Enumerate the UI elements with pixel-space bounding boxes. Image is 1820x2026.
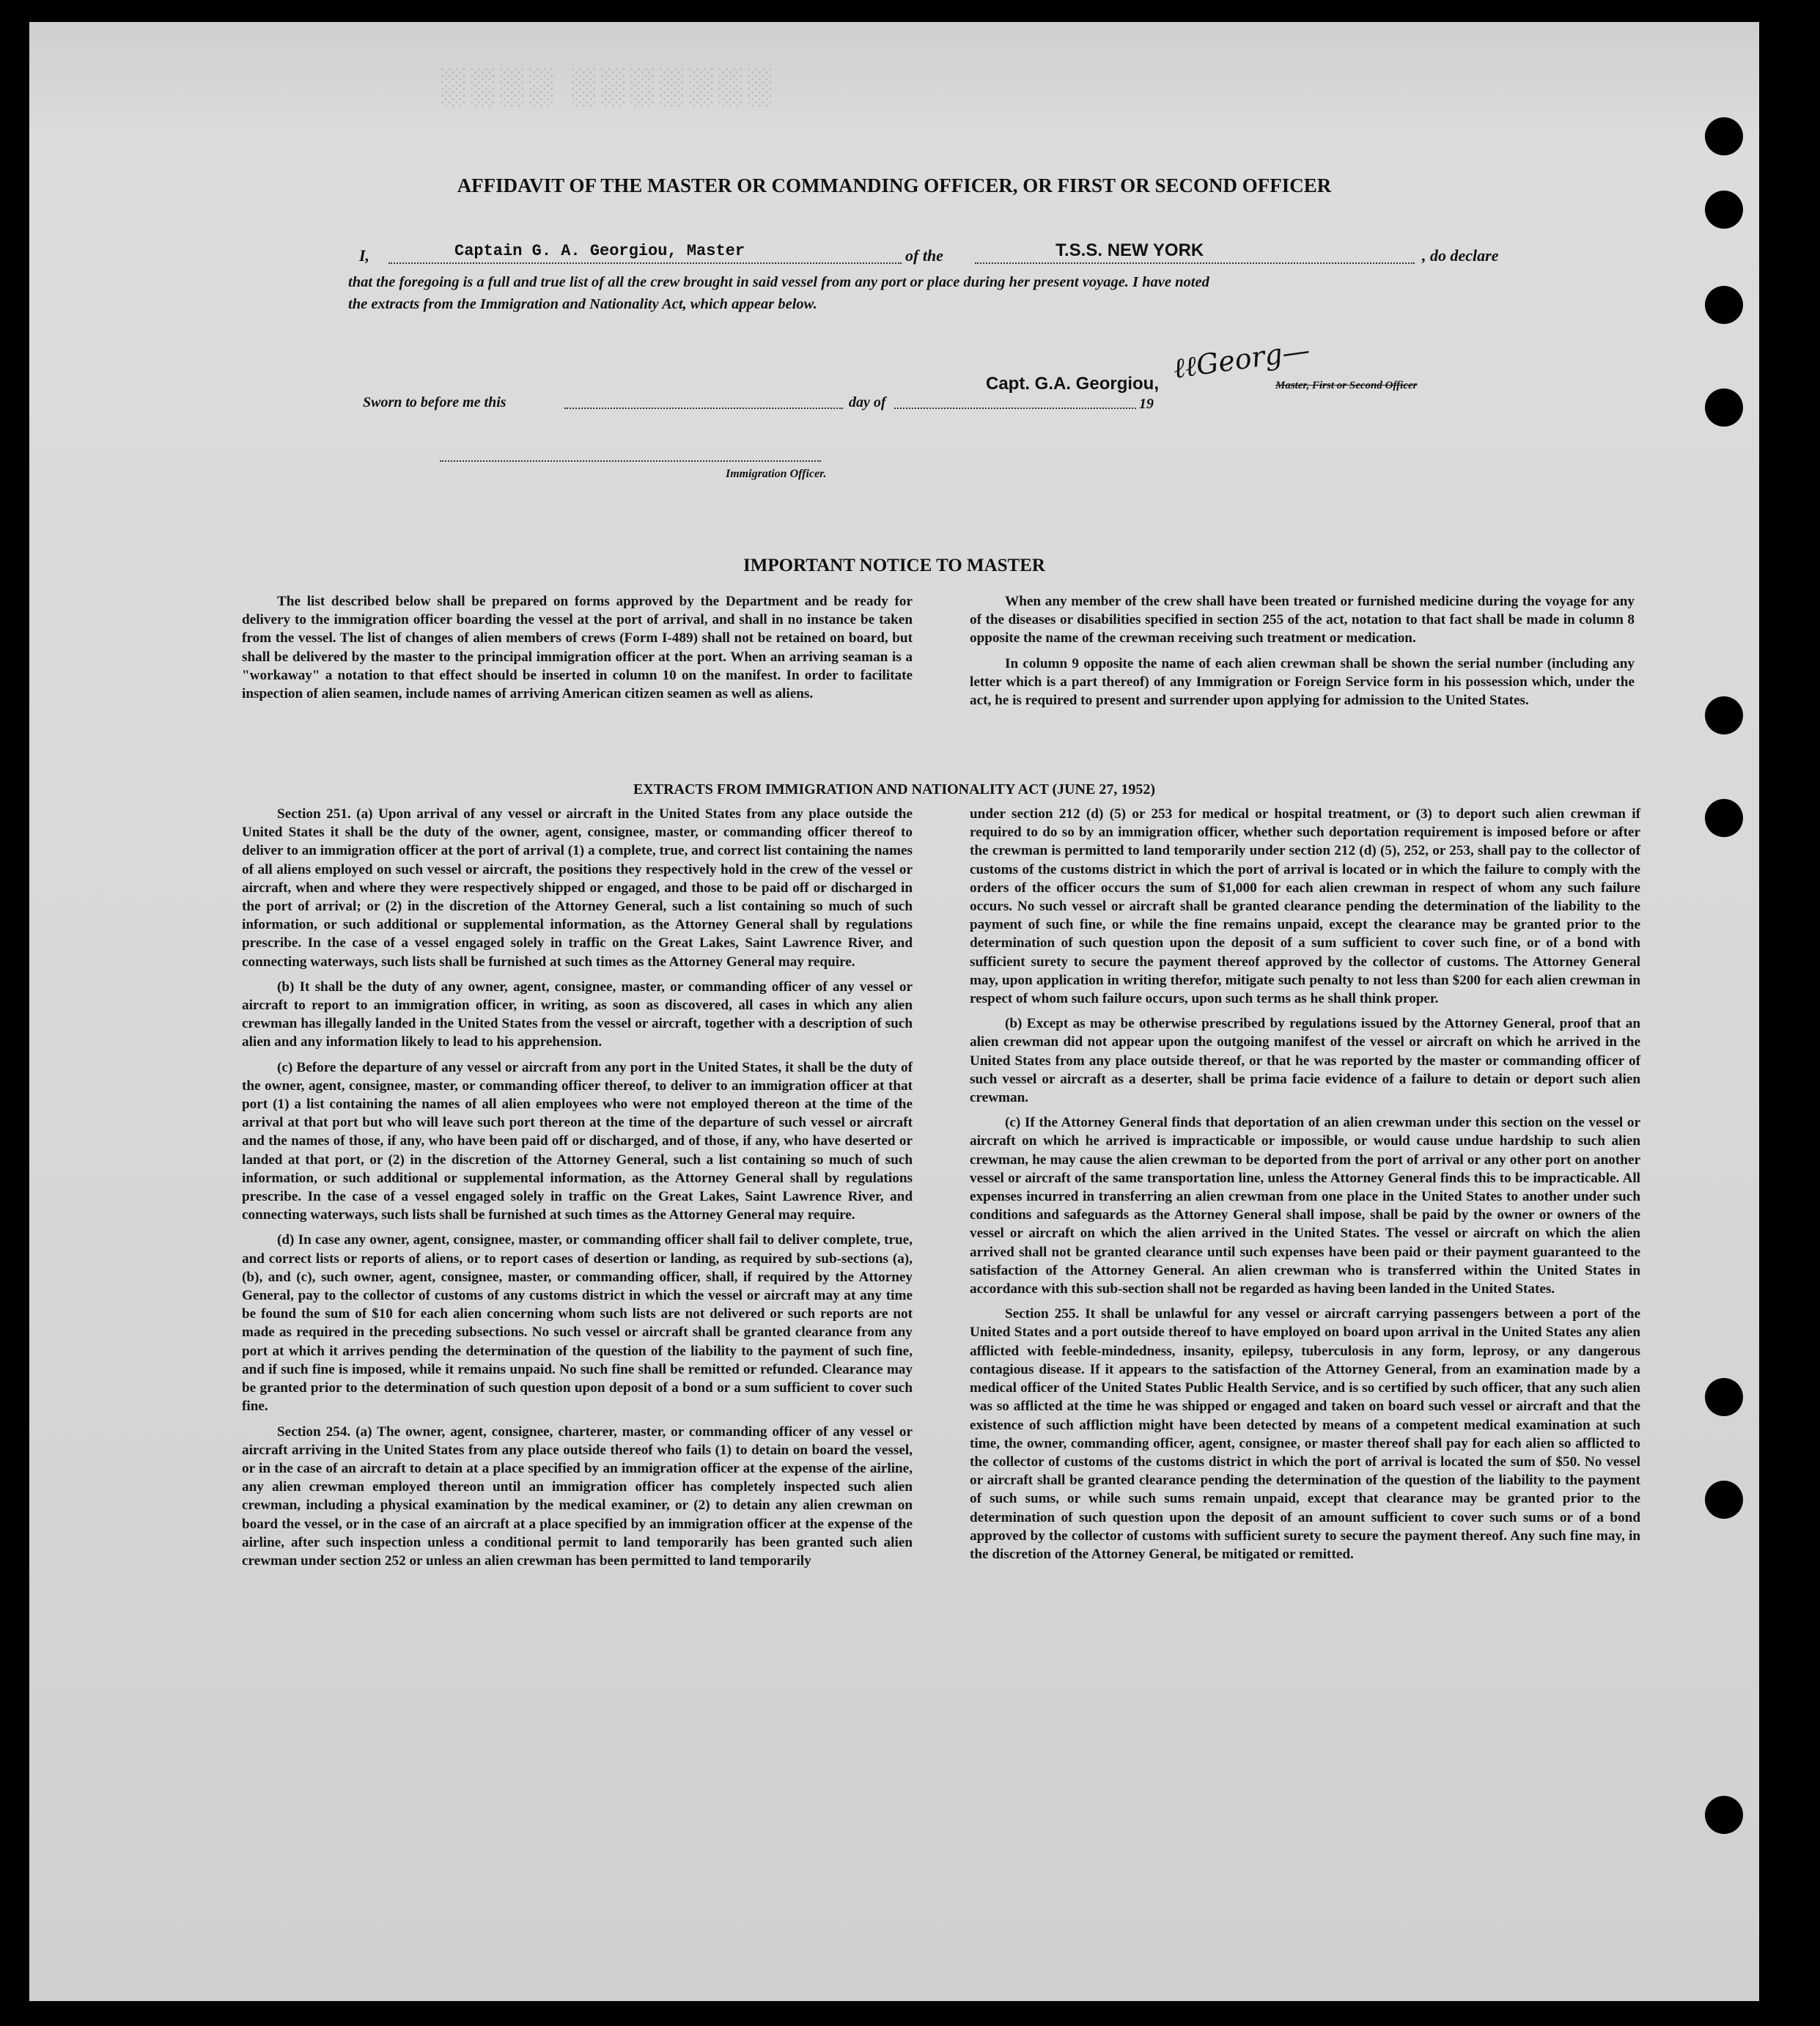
declaration-line-2: the extracts from the Immigration and Nationality Act, which appear below. <box>348 296 817 312</box>
extracts-left-column <box>242 805 913 1577</box>
section-paragraph: (b) It shall be the duty of any owner, agent, consignee, master, or commanding officer of any vessel or aircraft to report to an immigration officer, in writing, as soon as discovered, all cases in which any alien crewman has illegally landed in the United States from the vessel or aircraft, together with a description of such alien and any information likely to lead to his apprehension. <box>242 979 913 1050</box>
name-dotted-line <box>388 262 902 264</box>
year-prefix: 19 <box>1139 396 1154 412</box>
day-of-label: day of <box>849 394 886 410</box>
extracts-right-column <box>970 805 1640 1570</box>
do-declare-label: , do declare <box>1422 246 1499 265</box>
section-paragraph: Section 254. (a) The owner, agent, consignee, charterer, master, or commanding officer of any vessel or aircraft arriving in the United States from any place outside thereof who fails (1) to detain on board the vessel, or in the case of an aircraft to detain at a place specified by an immigration officer at the expense of the airline, any alien crewman employed thereon until an immigration officer has completely inspected such alien crewman, including a physical examination by the medical examiner, or (2) to detain any alien crewman on board the vessel, or in the case of an aircraft at a place specified by an immigration officer at the expense of the airline, after such inspection unless a conditional permit to land temporarily has been granted such alien crewman under section 252 or unless an alien crewman has been permitted to land temporarily <box>242 1423 913 1569</box>
immigration-officer-label: Immigration Officer. <box>726 468 827 480</box>
vessel-dotted-line <box>975 262 1415 264</box>
ghost-header-1: ░░░░ ░░░░░░░ <box>440 67 776 106</box>
section-paragraph: (c) If the Attorney General finds that deportation of an alien crewman under this section on the vessel or aircraft on which he arrived is impracticable or impossible, or would cause undue hardship to such alien crewman, he may cause the alien crewman to be deported from the port of arrival or any other port on another vessel or aircraft of the same transportation line, unless the Attorney General finds this to be impracticable. All expenses incurred in transferring an alien crewman from one place in the United States to another under such conditions and safeguards as the Attorney General shall impose, shall be paid by the owner or owners of the vessel or aircraft on which the alien arrived in the United States. The vessel or aircraft on which the alien arrived shall not be granted clearance until such expenses have been paid or their payment guaranteed to the satisfaction of the Attorney General. An alien crewman who is transferred within the United States in accordance with this sub-section shall not be regarded as having been landed in the United States. <box>970 1115 1640 1297</box>
section-paragraph: Section 255. It shall be unlawful for any vessel or aircraft carrying passengers between a port of the United States and a port outside thereof to have employed on board upon arrival in the United States any alien afflicted with feeble-mindedness, insanity, epilepsy, tuberculosis in any form, leprosy, or any dangerous contagious disease. If it appears to the satisfaction of the Attorney General, from an examination made by a medical officer of the United States Public Health Service, and is so certified by such officer, that any such alien was so afflicted at the time he was shipped or engaged and taken on board such vessel or aircraft and that the existence of such affliction might have been detected by means of a competent medical examination at such time, the owner, commanding officer, agent, consignee, or master thereof shall pay for each alien so afflicted to the collector of customs of the customs district in which the port of arrival is located the sum of $50. No vessel or aircraft shall be granted clearance pending the determination of the question of the liability to the payment of such sums, or while such sums remain unpaid, except that clearance may be granted prior to the determination of such question upon the deposit of an amount sufficient to cover such sums or of a bond approved by the collector of customs with sufficient surety to secure the payment thereof. Any such fine may, in the discretion of the Attorney General, be mitigated or remitted. <box>970 1306 1640 1562</box>
officer-dotted-line <box>440 460 821 462</box>
declare-prefix: I, <box>359 246 370 265</box>
notice-title: IMPORTANT NOTICE TO MASTER <box>743 556 1045 575</box>
section-paragraph: (d) In case any owner, agent, consignee, master, or commanding officer shall fail to deliver complete, true, and correct lists or reports of aliens, or to report cases of desertion or landing, as required by sub-sections (a), (b), and (c), such owner, agent, consignee, master, or commanding officer, shall, if required by the Attorney General, pay to the collector of customs of any customs district in which the vessel or aircraft may at any time be found the sum of $10 for each alien concerning whom such lists are not delivered or such reports are not made as required in the preceding subsections. No such vessel or aircraft shall be granted clearance from any port at which it arrives pending the determination of the question of the liability to the payment of such fine, and if such fine is imposed, while it remains unpaid. No such fine shall be remitted or refunded. Clearance may be granted prior to the determination of such question upon deposit of a bond or a sum sufficient to cover such fine. <box>242 1232 913 1415</box>
notice-paragraph: When any member of the crew shall have been treated or furnished medicine during the voyage for any of the diseases or disabilities specified in section 255 of the act, notation to that fact shall be made in column 8 opposite the name of the crewman receiving such treatment or medication. <box>970 594 1635 647</box>
notice-right-column <box>970 592 1635 716</box>
notice-paragraph: The list described below shall be prepared on forms approved by the Department and be ready for delivery to the immigration officer boarding the vessel at the port of arrival, and shall in no instance be taken from the vessel. The list of changes of alien members of crews (Form I-489) shall not be retained on board, but shall be delivered by the master to the principal immigration officer at the port. When an arriving seaman is a "workaway" a notation to that effect should be inserted in column 10 on the manifest. In order to facilitate inspection of alien seamen, include names of arriving American citizen seamen as well as aliens. <box>242 594 913 702</box>
of-the-label: of the <box>905 246 943 265</box>
master-name-value: Captain G. A. Georgiou, Master <box>454 242 745 260</box>
affidavit-title: AFFIDAVIT OF THE MASTER OR COMMANDING OFFICER, OR FIRST OR SECOND OFFICER <box>457 174 1332 196</box>
binder-hole <box>1705 388 1743 427</box>
section-paragraph: under section 212 (d) (5) or 253 for medical or hospital treatment, or (3) to deport such alien crewman if required to do so by an immigration officer, whether such deportation requirement is imposed before or after the crewman is permitted to land temporarily under section 212 (d) (5), 252, or 253, shall pay to the collector of customs of the customs district in which the port of arrival is located or in which the failure to comply with the orders of the officer occurs the sum of $1,000 for each alien crewman in respect of whom any such failure occurs. No such vessel or aircraft shall be granted clearance pending the determination of the liability to the payment of such fine, or while the fine remains unpaid, except the clearance may be granted prior to the determination of such question upon the deposit of a sum sufficient to cover such fine, or of a bond with sufficient surety to secure the payment thereof approved by the collector of customs. The Attorney General may, upon application in writing therefor, mitigate such penalty to not less than $200 for each alien crewman in respect of whom such failure occurs, upon such terms as he shall think proper. <box>970 806 1640 1007</box>
section-paragraph: (b) Except as may be otherwise prescribed by regulations issued by the Attorney General, proof that an alien crewman did not appear upon the outgoing manifest of the vessel or aircraft on which he arrived in the United States from any place outside thereof, or that he was reported by the master or commanding officer of such vessel or aircraft as a deserter, shall be prima facie evidence of a failure to detain or deport such alien crewman. <box>970 1016 1640 1106</box>
declaration-line-1: that the foregoing is a full and true list of all the crew brought in said vessel from any port or place during her present voyage. I have noted <box>348 274 1209 290</box>
manifest-sheet <box>29 22 1759 2001</box>
notice-left-column <box>242 592 913 710</box>
handwritten-signature: ℓℓGeorg— <box>1171 334 1312 385</box>
binder-hole <box>1705 1378 1743 1416</box>
section-paragraph: Section 251. (a) Upon arrival of any vessel or aircraft in the United States from any place outside the United States it shall be the duty of the owner, agent, consignee, master, or commanding officer thereof to deliver to an immigration officer at the port of arrival (1) a complete, true, and correct list containing the names of all aliens employed on such vessel or aircraft, the positions they respectively hold in the crew of the vessel or aircraft, when and where they were respectively shipped or engaged, and those to be paid off or discharged in the port of arrival; or (2) in the discretion of the Attorney General, such a list containing so much of such information, or such additional or supplemental information, as the Attorney General shall by regulations prescribe. In the case of a vessel engaged solely in traffic on the Great Lakes, Saint Lawrence River, and connecting waterways, such lists shall be furnished at such times as the Attorney General may require. <box>242 806 913 970</box>
notice-paragraph: In column 9 opposite the name of each alien crewman shall be shown the serial number (including any letter which is a part thereof) of any Immigration or Foreign Service form in his possession which, under the act, he is required to present and surrender upon applying for admission to the United States. <box>970 655 1635 709</box>
signature-title-caption: Master, First or Second Officer <box>1275 380 1418 391</box>
binder-hole <box>1705 696 1743 734</box>
binder-hole <box>1705 1796 1743 1834</box>
captain-signature-name: Capt. G.A. Georgiou, <box>986 374 1160 394</box>
month-dotted-line <box>894 408 1136 409</box>
sworn-label: Sworn to before me this <box>363 394 506 410</box>
sworn-date-dotted-line <box>564 408 843 409</box>
binder-hole <box>1705 117 1743 155</box>
binder-hole <box>1705 286 1743 324</box>
extracts-title: EXTRACTS FROM IMMIGRATION AND NATIONALITY ACT (JUNE 27, 1952) <box>633 781 1156 797</box>
binder-hole <box>1705 799 1743 837</box>
binder-hole <box>1705 1481 1743 1519</box>
vessel-name-value: T.S.S. NEW YORK <box>1055 240 1204 260</box>
section-paragraph: (c) Before the departure of any vessel or aircraft from any port in the United States, it shall be the duty of the owner, agent, consignee, master, or commanding officer thereof, to deliver to an immigration officer at that port (1) a list containing the names of all alien employees who were not employed thereon at the time of the arrival at that port but who will leave such port thereon at the time of the departure of such vessel or aircraft and the names of those, if any, who have been paid off or discharged, and of those, if any, who have deserted or landed at that port, or (2) in the discretion of the Attorney General, such a list containing so much of such information, or such additional or supplemental information, as the Attorney General shall by regulations prescribe. In the case of a vessel engaged solely in traffic on the Great Lakes, Saint Lawrence River, and connecting waterways, such lists shall be furnished at such times as the Attorney General may require. <box>242 1059 913 1223</box>
